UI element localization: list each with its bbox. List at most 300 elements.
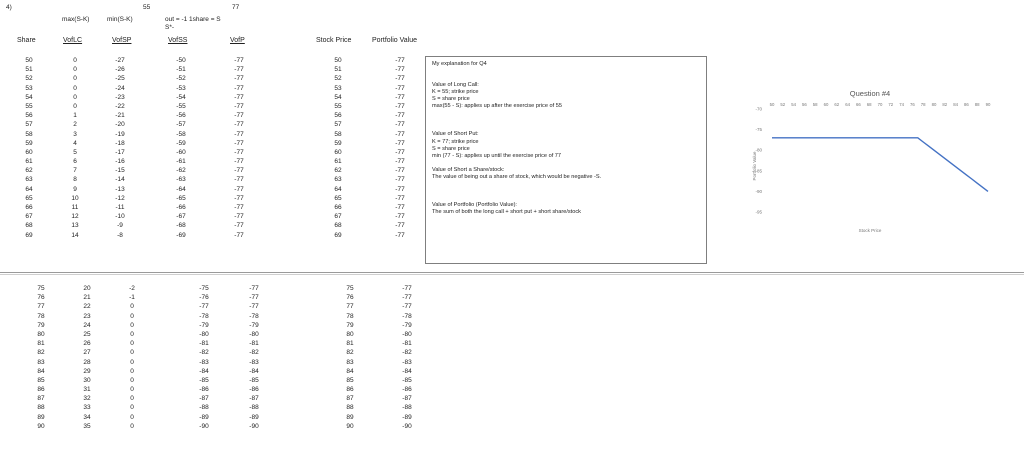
top-vofss-column [167, 56, 195, 240]
table-cell[interactable]: -26 [115, 66, 125, 74]
table-cell[interactable]: 89 [37, 413, 45, 421]
table-cell[interactable]: -53 [176, 84, 186, 92]
table-cell[interactable]: -89 [249, 413, 259, 421]
table-cell[interactable]: -77 [234, 185, 244, 193]
chart-xtick-label: 86 [964, 102, 969, 107]
table-cell[interactable]: -60 [176, 148, 186, 156]
chart-xtick-label: 88 [974, 102, 980, 107]
table-cell[interactable]: -77 [234, 167, 244, 175]
table-cell[interactable]: 35 [83, 422, 91, 430]
table-cell[interactable]: 2 [73, 121, 77, 129]
table-cell[interactable]: -78 [402, 312, 412, 320]
long-call-strike: K = 55; strike price [432, 89, 479, 96]
table-cell[interactable]: -77 [395, 66, 405, 74]
table-cell[interactable]: 54 [25, 93, 33, 101]
top-stock-price-column [326, 56, 350, 240]
table-cell[interactable]: 1 [73, 112, 77, 120]
table-cell[interactable]: -77 [249, 303, 259, 311]
table-cell[interactable]: -21 [115, 112, 125, 120]
table-cell[interactable]: -59 [176, 139, 186, 147]
table-cell[interactable]: -85 [249, 376, 259, 384]
table-cell[interactable]: -90 [199, 422, 209, 430]
table-cell[interactable]: -8 [117, 231, 123, 239]
table-cell[interactable]: -77 [395, 121, 405, 129]
table-cell[interactable]: -77 [234, 213, 244, 221]
portfolio-title: Value of Portfolio (Portfolio Value): [432, 202, 517, 209]
table-cell[interactable]: -1 [129, 294, 135, 302]
table-cell[interactable]: -78 [199, 312, 209, 320]
table-cell[interactable]: 76 [346, 294, 354, 302]
table-cell[interactable]: 90 [346, 422, 354, 430]
table-cell[interactable]: -77 [395, 93, 405, 101]
table-cell[interactable]: -10 [115, 213, 125, 221]
table-cell[interactable]: -79 [199, 321, 209, 329]
table-cell[interactable]: 29 [83, 367, 91, 375]
table-cell[interactable]: 23 [83, 312, 91, 320]
table-cell[interactable]: -77 [199, 303, 209, 311]
short-stock-formula-label: out = -1 1share = S [165, 16, 221, 23]
table-cell[interactable]: 50 [334, 57, 342, 64]
table-cell[interactable]: -19 [115, 130, 125, 138]
table-cell[interactable]: 0 [130, 395, 134, 403]
table-cell[interactable]: -77 [395, 167, 405, 175]
table-cell[interactable]: 68 [334, 222, 342, 230]
table-cell[interactable]: 0 [130, 358, 134, 366]
table-cell[interactable]: -77 [234, 112, 244, 120]
table-cell[interactable]: 0 [73, 66, 77, 74]
table-cell[interactable]: 32 [83, 395, 91, 403]
table-cell[interactable]: -80 [249, 330, 259, 338]
table-cell[interactable]: -77 [402, 294, 412, 302]
table-cell[interactable]: -77 [395, 102, 405, 110]
table-cell[interactable]: -52 [176, 75, 186, 83]
table-cell[interactable]: 84 [346, 367, 354, 375]
table-cell[interactable]: -80 [199, 330, 209, 338]
chart-xtick-label: 72 [888, 102, 894, 107]
table-cell[interactable]: 28 [83, 358, 91, 366]
table-cell[interactable]: -77 [395, 185, 405, 193]
strike-long-value: 55 [143, 4, 151, 11]
table-cell[interactable]: 0 [130, 312, 134, 320]
table-cell[interactable]: -82 [199, 349, 209, 357]
table-cell[interactable]: 0 [73, 84, 77, 92]
table-cell[interactable]: -90 [249, 422, 259, 430]
table-cell[interactable]: -89 [402, 413, 412, 421]
table-cell[interactable]: -51 [176, 66, 186, 74]
table-cell[interactable]: -58 [176, 130, 186, 138]
table-cell[interactable]: -56 [176, 112, 186, 120]
table-cell[interactable]: -77 [395, 204, 405, 211]
table-cell[interactable]: 3 [73, 130, 77, 138]
table-cell[interactable]: -77 [234, 130, 244, 138]
table-cell[interactable]: -50 [176, 57, 186, 64]
table-cell[interactable]: -27 [115, 57, 125, 64]
table-cell[interactable]: 0 [130, 349, 134, 357]
table-cell[interactable]: 86 [37, 386, 45, 394]
bottom-share-column [26, 284, 56, 431]
table-cell[interactable]: 0 [73, 57, 77, 64]
table-cell[interactable]: -15 [115, 167, 125, 175]
question-number: 4) [6, 4, 12, 11]
table-cell[interactable]: 60 [25, 148, 33, 156]
table-cell[interactable]: -77 [395, 194, 405, 202]
short-put-strike: K = 77; strike price [432, 138, 479, 145]
chart-xlabel: Stock Price [858, 228, 882, 233]
table-cell[interactable]: 83 [346, 358, 354, 366]
table-cell[interactable]: 87 [37, 395, 45, 403]
table-cell[interactable]: -81 [249, 340, 259, 348]
table-cell[interactable]: 14 [71, 231, 79, 239]
table-cell[interactable]: -77 [234, 121, 244, 129]
table-cell[interactable]: 59 [334, 139, 342, 147]
table-cell[interactable]: 4 [73, 139, 77, 147]
table-cell[interactable]: 69 [334, 231, 342, 239]
table-cell[interactable]: 79 [346, 321, 354, 329]
table-cell[interactable]: 58 [25, 130, 33, 138]
table-cell[interactable]: 0 [130, 404, 134, 412]
chart-xtick-label: 58 [812, 102, 818, 107]
table-cell[interactable]: 55 [334, 102, 342, 110]
table-cell[interactable]: 53 [334, 84, 342, 92]
top-portfolio-value-column [388, 56, 412, 240]
table-cell[interactable]: 0 [130, 303, 134, 311]
table-cell[interactable]: 27 [83, 349, 91, 357]
table-cell[interactable]: -77 [395, 139, 405, 147]
explanation-textbox[interactable] [425, 56, 707, 264]
table-cell[interactable]: 80 [37, 330, 45, 338]
table-cell[interactable]: 85 [37, 376, 45, 384]
table-cell[interactable]: 52 [334, 75, 342, 83]
chart-xtick-label: 74 [899, 102, 904, 107]
chart-xtick-label: 84 [953, 102, 958, 107]
table-cell[interactable]: 0 [130, 340, 134, 348]
table-cell[interactable]: -77 [234, 222, 244, 230]
table-cell[interactable]: 26 [83, 340, 91, 348]
chart-xtick-label: 70 [877, 102, 883, 107]
table-cell[interactable]: 22 [83, 303, 91, 311]
table-cell[interactable]: -88 [199, 404, 209, 412]
table-cell[interactable]: 84 [37, 367, 45, 375]
table-cell[interactable]: 78 [37, 312, 45, 320]
table-cell[interactable]: 0 [130, 413, 134, 421]
table-cell[interactable]: 5 [73, 148, 77, 156]
column-header-portfolio-value: Portfolio Value [372, 37, 418, 44]
table-cell[interactable]: -88 [402, 404, 412, 412]
table-cell[interactable]: 79 [37, 321, 45, 329]
table-cell[interactable]: -9 [117, 222, 123, 230]
table-cell[interactable]: -17 [115, 148, 125, 156]
table-cell[interactable]: 9 [73, 185, 77, 193]
table-cell[interactable]: -62 [176, 167, 186, 175]
table-cell[interactable]: 62 [334, 167, 342, 175]
table-cell[interactable]: 60 [334, 148, 342, 156]
table-cell[interactable]: 0 [130, 330, 134, 338]
table-cell[interactable]: 51 [25, 66, 33, 74]
table-cell[interactable]: 53 [25, 84, 33, 92]
table-cell[interactable]: -23 [115, 93, 125, 101]
table-cell[interactable]: 51 [334, 66, 342, 74]
chart-xtick-label: 64 [845, 102, 850, 107]
table-cell[interactable]: -64 [176, 185, 186, 193]
table-cell[interactable]: -77 [395, 57, 405, 64]
table-cell[interactable]: -77 [395, 130, 405, 138]
table-cell[interactable]: -77 [234, 66, 244, 74]
table-cell[interactable]: 66 [25, 204, 33, 211]
short-stock-formula-label-2: S*- [165, 24, 175, 31]
table-cell[interactable]: 0 [130, 422, 134, 430]
column-header-vofp: VofP [230, 37, 245, 44]
table-cell[interactable]: -77 [234, 93, 244, 101]
table-cell[interactable]: -69 [176, 231, 186, 239]
portfolio-chart[interactable] [748, 84, 992, 244]
table-cell[interactable]: 64 [334, 185, 342, 193]
table-cell[interactable]: 0 [130, 321, 134, 329]
table-cell[interactable]: -84 [402, 367, 412, 375]
table-cell[interactable]: -77 [395, 158, 405, 166]
table-cell[interactable]: 12 [71, 213, 79, 221]
table-cell[interactable]: 0 [130, 367, 134, 375]
table-cell[interactable]: 55 [25, 102, 33, 110]
table-cell[interactable]: -2 [129, 285, 135, 292]
max-formula-label: max(S-K) [62, 16, 90, 23]
table-cell[interactable]: -85 [199, 376, 209, 384]
table-cell[interactable]: -13 [115, 185, 125, 193]
table-cell[interactable]: -77 [234, 158, 244, 166]
table-cell[interactable]: -77 [395, 84, 405, 92]
table-cell[interactable]: 0 [73, 102, 77, 110]
table-cell[interactable]: 63 [25, 176, 33, 184]
table-cell[interactable]: 57 [334, 121, 342, 129]
short-put-formula: min (77 - S): applies up until the exercise price of 77 [432, 152, 562, 159]
table-cell[interactable]: -77 [234, 176, 244, 184]
table-cell[interactable]: 68 [25, 222, 33, 230]
table-cell[interactable]: 57 [25, 121, 33, 129]
table-cell[interactable]: 50 [25, 57, 33, 64]
table-cell[interactable]: 82 [346, 349, 354, 357]
table-cell[interactable]: -86 [402, 386, 412, 394]
table-cell[interactable]: 30 [83, 376, 91, 384]
table-cell[interactable]: -65 [176, 194, 186, 202]
chart-ylabel: Portfolio Value [752, 151, 757, 181]
table-cell[interactable]: 82 [37, 349, 45, 357]
table-cell[interactable]: 81 [346, 340, 354, 348]
table-cell[interactable]: 59 [25, 139, 33, 147]
table-cell[interactable]: 0 [130, 376, 134, 384]
pane-separator [0, 272, 1024, 273]
table-cell[interactable]: -77 [395, 213, 405, 221]
table-cell[interactable]: -82 [402, 349, 412, 357]
table-cell[interactable]: -66 [176, 204, 186, 211]
table-cell[interactable]: 10 [71, 194, 79, 202]
table-cell[interactable]: -77 [234, 84, 244, 92]
table-cell[interactable]: 77 [346, 303, 354, 311]
table-cell[interactable]: -57 [176, 121, 186, 129]
chart-xtick-label: 50 [769, 102, 775, 107]
chart-xtick-label: 82 [942, 102, 948, 107]
table-cell[interactable]: -83 [199, 358, 209, 366]
top-vofsp-column [108, 56, 132, 240]
table-cell[interactable]: 13 [71, 222, 79, 230]
table-cell[interactable]: -77 [234, 194, 244, 202]
table-cell[interactable]: -77 [234, 148, 244, 156]
table-cell[interactable]: 90 [37, 422, 45, 430]
table-cell[interactable]: -83 [249, 358, 259, 366]
chart-title: Question #4 [849, 89, 891, 98]
bottom-vofp-column [240, 284, 268, 431]
table-cell[interactable]: -22 [115, 102, 125, 110]
table-cell[interactable]: -61 [176, 158, 186, 166]
chart-ytick-label: -85 [755, 168, 762, 174]
table-cell[interactable]: -79 [402, 321, 412, 329]
table-cell[interactable]: 88 [346, 404, 354, 412]
table-cell[interactable]: 67 [334, 213, 342, 221]
table-cell[interactable]: -54 [176, 93, 186, 101]
table-cell[interactable]: -77 [395, 231, 405, 239]
table-cell[interactable]: -25 [115, 75, 125, 83]
table-cell[interactable]: -87 [249, 395, 259, 403]
chart-xtick-label: 80 [931, 102, 937, 107]
table-cell[interactable]: 77 [37, 303, 45, 311]
table-cell[interactable]: -77 [402, 303, 412, 311]
table-cell[interactable]: -77 [395, 176, 405, 184]
chart-xtick-label: 66 [856, 102, 861, 107]
table-cell[interactable]: 67 [25, 213, 33, 221]
table-cell[interactable]: -77 [234, 139, 244, 147]
table-cell[interactable]: -86 [249, 386, 259, 394]
table-cell[interactable]: 87 [346, 395, 354, 403]
long-call-formula: max(55 - S): applies up after the exercise price of 55 [432, 103, 562, 110]
table-cell[interactable]: 65 [334, 194, 342, 202]
table-cell[interactable]: -84 [249, 367, 259, 375]
table-cell[interactable]: -76 [199, 294, 209, 302]
column-header-vofss: VofSS [168, 37, 188, 44]
table-cell[interactable]: 54 [334, 93, 342, 101]
table-cell[interactable]: 24 [83, 321, 91, 329]
table-cell[interactable]: -77 [402, 285, 412, 292]
table-cell[interactable]: -77 [234, 75, 244, 83]
table-cell[interactable]: -18 [115, 139, 125, 147]
column-header-vofc: VofLC [63, 37, 83, 44]
table-cell[interactable]: 20 [83, 285, 91, 292]
table-cell[interactable]: 21 [83, 294, 91, 302]
table-cell[interactable]: -77 [249, 294, 259, 302]
table-cell[interactable]: 63 [334, 176, 342, 184]
table-cell[interactable]: 8 [73, 176, 77, 184]
table-cell[interactable]: 11 [71, 204, 79, 211]
min-formula-label: min(S-K) [107, 16, 133, 23]
table-cell[interactable]: 89 [346, 413, 354, 421]
table-cell[interactable]: 76 [37, 294, 45, 302]
column-header-share: Share [17, 37, 36, 44]
table-cell[interactable]: -12 [115, 194, 125, 202]
table-cell[interactable]: 7 [73, 167, 77, 175]
table-cell[interactable]: -86 [199, 386, 209, 394]
table-cell[interactable]: 34 [83, 413, 91, 421]
table-cell[interactable]: -77 [395, 222, 405, 230]
table-cell[interactable]: 0 [73, 75, 77, 83]
table-cell[interactable]: -55 [176, 102, 186, 110]
table-cell[interactable]: -81 [199, 340, 209, 348]
table-cell[interactable]: 81 [37, 340, 45, 348]
table-cell[interactable]: 52 [25, 75, 33, 83]
table-cell[interactable]: 85 [346, 376, 354, 384]
table-cell[interactable]: -20 [115, 121, 125, 129]
table-cell[interactable]: -63 [176, 176, 186, 184]
table-cell[interactable]: 58 [334, 130, 342, 138]
table-cell[interactable]: -77 [395, 75, 405, 83]
table-cell[interactable]: -16 [115, 158, 125, 166]
chart-xtick-label: 56 [802, 102, 807, 107]
table-cell[interactable]: -77 [234, 57, 244, 64]
table-cell[interactable]: -80 [402, 330, 412, 338]
table-cell[interactable]: 31 [83, 386, 91, 394]
table-cell[interactable]: -83 [402, 358, 412, 366]
table-cell[interactable]: 56 [334, 112, 342, 120]
table-cell[interactable]: -77 [249, 285, 259, 292]
table-cell[interactable]: -68 [176, 222, 186, 230]
table-cell[interactable]: -67 [176, 213, 186, 221]
table-cell[interactable]: 61 [334, 158, 342, 166]
table-cell[interactable]: 75 [346, 285, 354, 292]
table-cell[interactable]: 25 [83, 330, 91, 338]
table-cell[interactable]: 62 [25, 167, 33, 175]
table-cell[interactable]: -78 [249, 312, 259, 320]
table-cell[interactable]: 33 [83, 404, 91, 412]
table-cell[interactable]: -77 [234, 204, 244, 211]
table-cell[interactable]: -77 [395, 112, 405, 120]
top-vofc-column [63, 56, 87, 240]
table-cell[interactable]: -84 [199, 367, 209, 375]
table-cell[interactable]: -14 [115, 176, 125, 184]
table-cell[interactable]: -87 [402, 395, 412, 403]
table-cell[interactable]: -90 [402, 422, 412, 430]
table-cell[interactable]: 78 [346, 312, 354, 320]
table-cell[interactable]: 66 [334, 204, 342, 211]
short-share-title: Value of Short a Share/stock: [432, 166, 505, 173]
table-cell[interactable]: -79 [249, 321, 259, 329]
chart-xtick-label: 68 [866, 102, 872, 107]
table-cell[interactable]: 80 [346, 330, 354, 338]
table-cell[interactable]: 86 [346, 386, 354, 394]
table-cell[interactable]: 56 [25, 112, 33, 120]
table-cell[interactable]: 75 [37, 285, 45, 292]
table-cell[interactable]: -77 [395, 148, 405, 156]
table-cell[interactable]: 0 [130, 386, 134, 394]
table-cell[interactable]: 88 [37, 404, 45, 412]
table-cell[interactable]: 65 [25, 194, 33, 202]
table-cell[interactable]: 6 [73, 158, 77, 166]
portfolio-description: The sum of both the long call + short put + short share/stock [432, 209, 581, 216]
table-cell[interactable]: -87 [199, 395, 209, 403]
table-cell[interactable]: -81 [402, 340, 412, 348]
table-cell[interactable]: -75 [199, 285, 209, 292]
table-cell[interactable]: -88 [249, 404, 259, 412]
table-cell[interactable]: 83 [37, 358, 45, 366]
table-cell[interactable]: -77 [234, 231, 244, 239]
table-cell[interactable]: -77 [234, 102, 244, 110]
table-cell[interactable]: -82 [249, 349, 259, 357]
table-cell[interactable]: -85 [402, 376, 412, 384]
long-call-title: Value of Long Call: [432, 82, 479, 89]
table-cell[interactable]: 0 [73, 93, 77, 101]
strike-short-value: 77 [232, 4, 240, 11]
table-cell[interactable]: -89 [199, 413, 209, 421]
table-cell[interactable]: 64 [25, 185, 33, 193]
table-cell[interactable]: 61 [25, 158, 33, 166]
table-cell[interactable]: -24 [115, 84, 125, 92]
table-cell[interactable]: 69 [25, 231, 33, 239]
table-cell[interactable]: -11 [115, 204, 125, 211]
